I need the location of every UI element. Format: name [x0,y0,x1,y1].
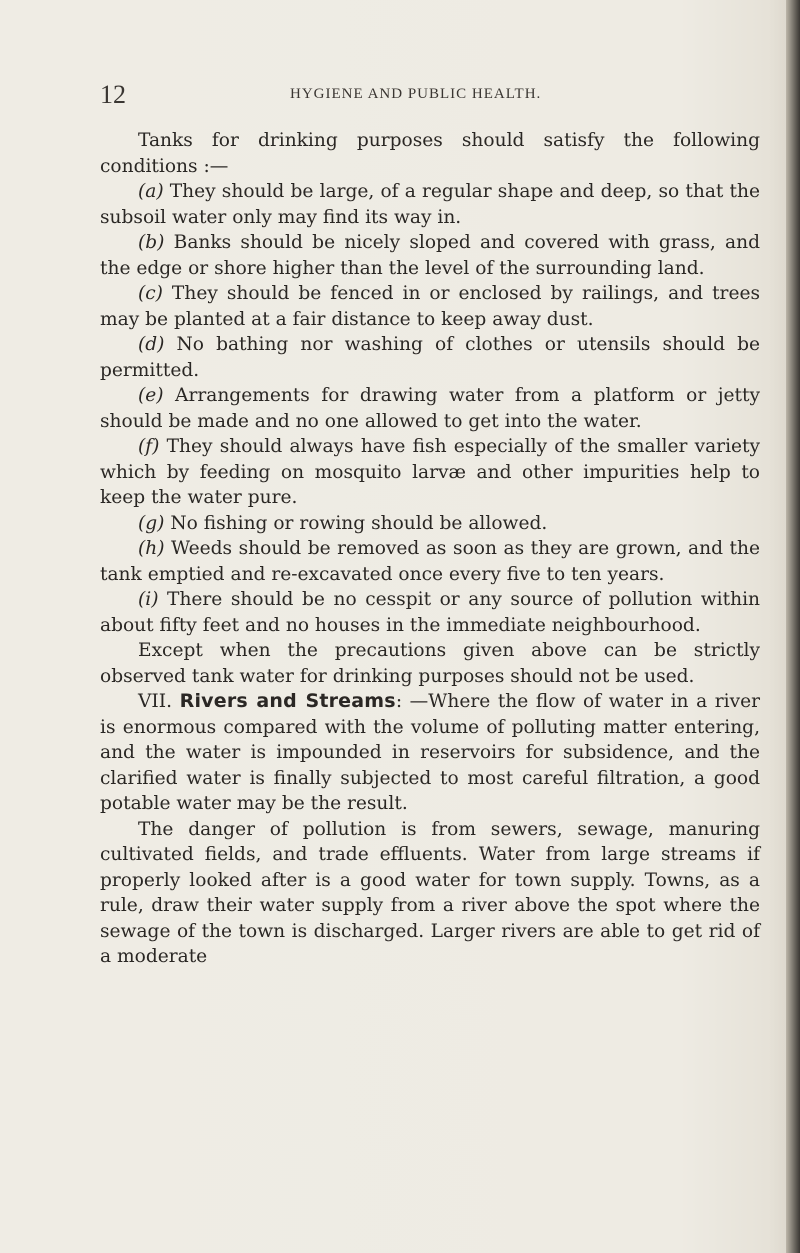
condition-i: (i) There should be no cesspit or any source of pollution within about fifty feet and no houses in the immediate neighbourhood. [100,589,760,636]
condition-label: (b) [138,232,165,253]
condition-e: (e) Arrangements for drawing water from a platform or jetty should be made and no one allowed to get into the water. [100,385,760,432]
condition-label: (f) [138,436,160,457]
tank-conclusion-paragraph: Except when the precautions given above can be strictly observed tank water for drinking purposes should not be used. [100,640,760,687]
page-header [100,80,750,109]
condition-c: (c) They should be fenced in or enclosed by railings, and trees may be planted at a fair distance to keep away dust. [100,283,760,330]
condition-label: (g) [138,512,165,534]
condition-b: (b) Banks should be nicely sloped and covered with grass, and the edge or shore higher than the level of the surrounding land. [100,232,760,279]
condition-a: (a) They should be large, of a regular shape and deep, so that the subsoil water only may find its way in. [100,181,760,228]
intro-paragraph: Tanks for drinking purposes should satisfy the following conditions :— [100,130,760,177]
running-head: HYGIENE AND PUBLIC HEALTH. [290,86,542,102]
condition-d: (d) No bathing nor washing of clothes or utensils should be permitted. [100,334,760,381]
page-number: 12 [100,80,126,109]
pollution-paragraph: The danger of pollution is from sewers, sewage, manuring cultivated fields, and trade effluents. Water from large streams if properly looked after is a good water for town supply. Towns, as a rule, draw their water supply from a river above the spot where the sewage of the town is discharged. Larger rivers are able to get rid of a moderate [100,818,760,967]
condition-label: (c) [138,283,163,304]
condition-f: (f) They should always have fish especially of the smaller variety which by feeding on mosquito larvæ and other impurities help to keep the water pure. [100,436,760,508]
condition-g: (g) No fishing or rowing should be allowed. [138,512,548,534]
condition-label: (i) [138,589,159,610]
body-text [100,128,760,970]
condition-h: (h) Weeds should be removed as soon as they are grown, and the tank emptied and re-excavated once every five to ten years. [100,538,760,585]
section-number: VII. [138,691,180,712]
condition-label: (a) [138,181,164,202]
condition-label: (e) [138,385,164,406]
condition-label: (d) [138,334,165,355]
rivers-section-paragraph: VII. Rivers and Streams: —Where the flow of water in a river is enormous compared with the volume of polluting matter entering, and the water is impounded in reservoirs for subsidence, and the clarified water is finally subjected to most careful filtration, a good potable water may be the result. [100,690,760,814]
page-edge-shadow [786,0,800,1253]
condition-label: (h) [138,538,165,559]
section-heading: Rivers and Streams [179,690,396,712]
